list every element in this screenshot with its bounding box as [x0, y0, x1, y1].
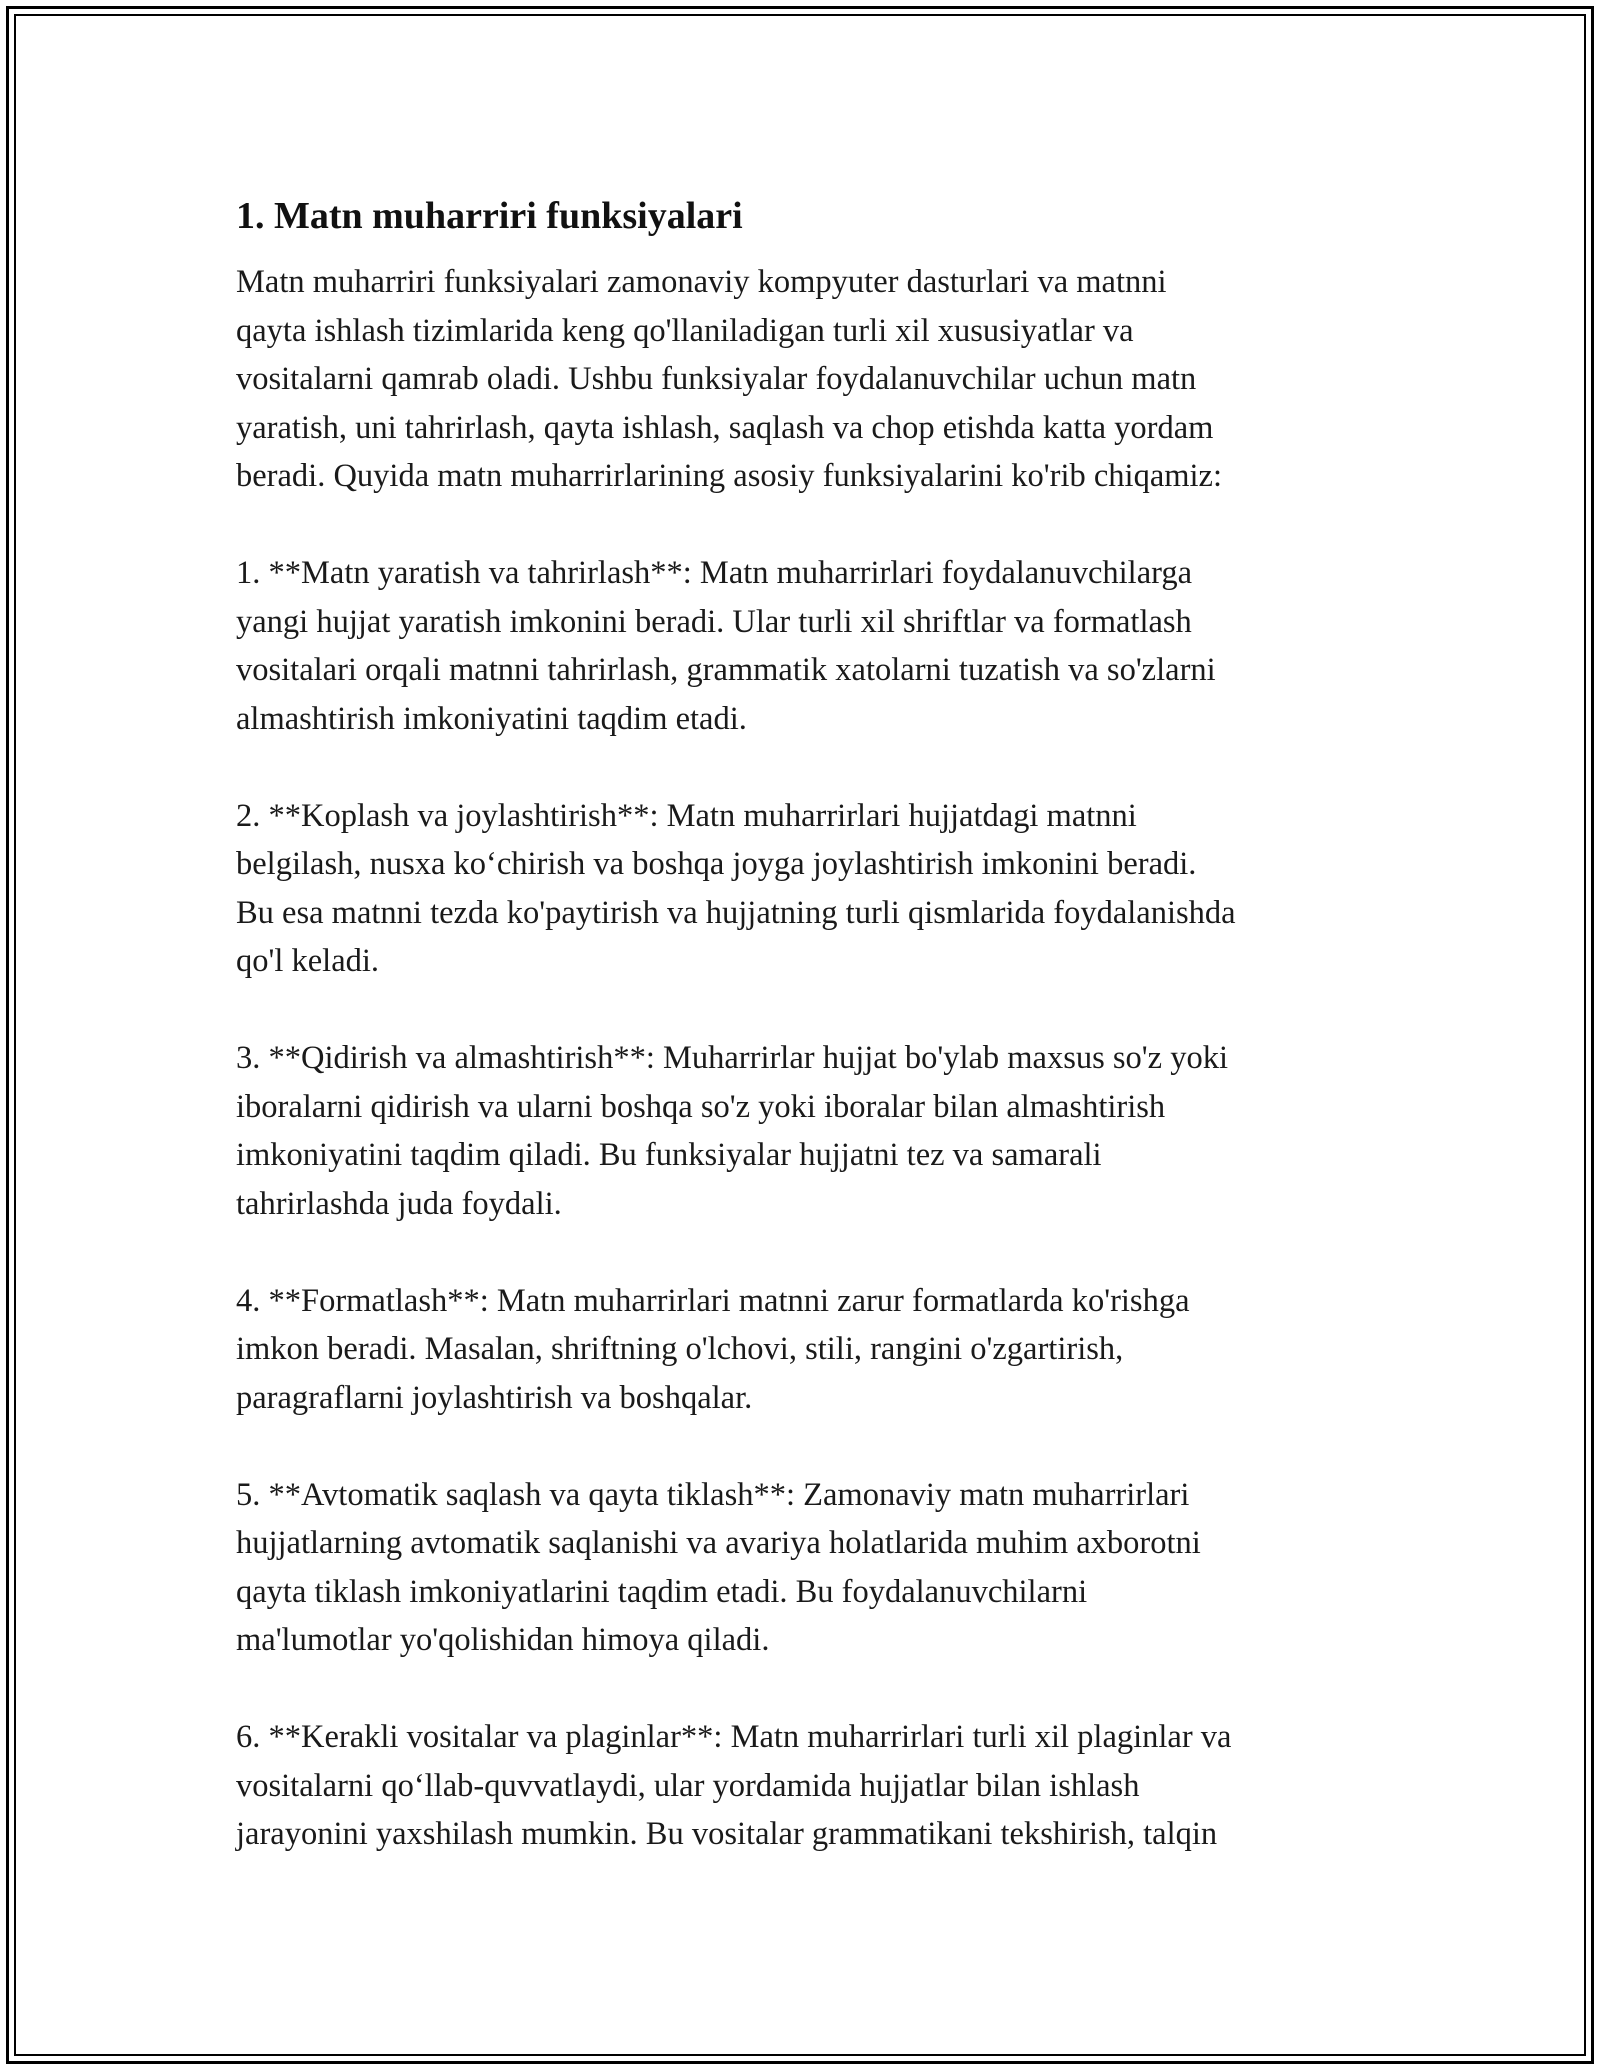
list-item-6: 6. **Kerakli vositalar va plaginlar**: Matn muharrirlari turli xil plaginlar va vositalarni qo‘llab-quvvatlaydi, ular yordamida hujjatlar bilan ishlash jarayonini yaxshilash mumkin. Bu vositalar grammatikani tekshirish, talqin — [236, 1719, 1232, 1852]
paragraph-spacer — [236, 986, 1396, 1035]
document-body — [236, 186, 1396, 1859]
page-title: 1. Matn muharriri funksiyalari — [236, 195, 743, 237]
paragraph-spacer — [236, 1422, 1396, 1471]
list-item-1: 1. **Matn yaratish va tahrirlash**: Matn muharrirlari foydalanuvchilarga yangi hujjat yaratish imkonini beradi. Ular turli xil shriftlar va formatlash vositalari orqali matnni tahrirlash, grammatik xatolarni tuzatish va so'zlarni almashtirish imkoniyatini taqdim etadi. — [236, 555, 1216, 737]
list-item-2: 2. **Koplash va joylashtirish**: Matn muharrirlari hujjatdagi matnni belgilash, nusxa ko‘chirish va boshqa joyga joylashtirish imkonini beradi. Bu esa matnni tezda ko'paytirish va hujjatning turli qismlarida foydalanishda qo'l keladi. — [236, 797, 1236, 979]
paragraph-spacer — [236, 501, 1396, 550]
list-item-3: 3. **Qidirish va almashtirish**: Muharrirlar hujjat bo'ylab maxsus so'z yoki iboralarni qidirish va ularni boshqa so'z yoki iboralar bilan almashtirish imkoniyatini taqdim qiladi. Bu funksiyalar hujjatni tez va samarali tahrirlashda juda foydali. — [236, 1040, 1228, 1222]
paragraph-spacer — [236, 1665, 1396, 1714]
list-item-4: 4. **Formatlash**: Matn muharrirlari matnni zarur formatlarda ko'rishga imkon beradi. Masalan, shriftning o'lchovi, stili, rangini o'zgartirish, paragraflarni joylashtirish va boshqalar. — [236, 1282, 1190, 1416]
paragraph-spacer — [236, 743, 1396, 792]
list-item-5: 5. **Avtomatik saqlash va qayta tiklash**: Zamonaviy matn muharrirlari hujjatlarning avtomatik saqlanishi va avariya holatlarida muhim axborotni qayta tiklash imkoniyatlarini taqdim etadi. Bu foydalanuvchilarni ma'lumotlar yo'qolishidan himoya qiladi. — [236, 1476, 1201, 1658]
paragraph-spacer — [236, 1228, 1396, 1277]
intro-paragraph: Matn muharriri funksiyalari zamonaviy kompyuter dasturlari va matnni qayta ishlash tizimlarida keng qo'llaniladigan turli xil xususiyatlar va vositalarni qamrab oladi. Ushbu funksiyalar foydalanuvchilar uchun matn yaratish, uni tahrirlash, qayta ishlash, saqlash va chop etishda katta yordam beradi. Quyida matn muharrirlarining asosiy funksiyalarini ko'rib chiqamiz: — [236, 264, 1223, 494]
